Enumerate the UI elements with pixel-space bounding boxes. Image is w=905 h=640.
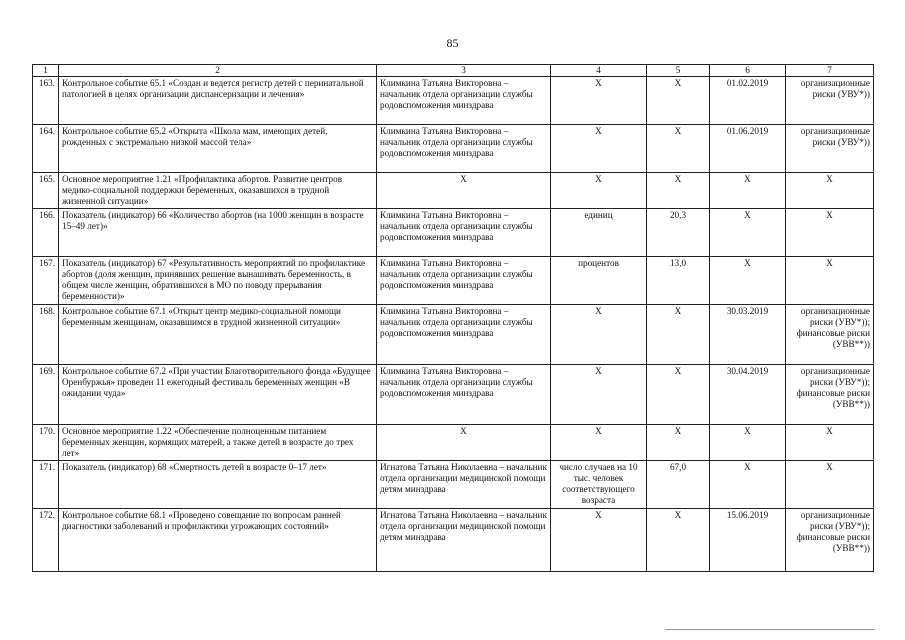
row-date: X — [710, 209, 786, 257]
row-responsible: Климкина Татьяна Викторовна – начальник отдела организации службы родовспоможения минздрава — [377, 77, 551, 125]
row-responsible: Климкина Татьяна Викторовна – начальник отдела организации службы родовспоможения минздрава — [377, 305, 551, 365]
row-risk: X — [786, 257, 874, 305]
row-value: X — [647, 77, 710, 125]
table-row — [33, 425, 874, 461]
row-date: 01.02.2019 — [710, 77, 786, 125]
table-row — [33, 305, 874, 365]
row-description: Контрольное событие 67.2 «При участии Благотворительного фонда «Будущее Оренбуржья» проведен 11 ежегодный фестиваль беременных женщин «В ожидании чуда» — [59, 365, 377, 425]
row-unit: X — [551, 365, 647, 425]
row-date: X — [710, 173, 786, 209]
column-header-5: 5 — [647, 65, 710, 77]
plan-table — [32, 64, 874, 572]
row-unit: X — [551, 305, 647, 365]
row-number: 168. — [33, 305, 59, 365]
row-number: 171. — [33, 461, 59, 509]
row-risk: X — [786, 209, 874, 257]
table-row — [33, 509, 874, 572]
row-number: 166. — [33, 209, 59, 257]
row-value: X — [647, 305, 710, 365]
row-responsible: Климкина Татьяна Викторовна – начальник отдела организации службы родовспоможения минздрава — [377, 209, 551, 257]
row-date: 01.06.2019 — [710, 125, 786, 173]
row-responsible: Климкина Татьяна Викторовна – начальник отдела организации службы родовспоможения минздрава — [377, 125, 551, 173]
row-risk: организационные риски (УВУ*)) — [786, 77, 874, 125]
row-value: X — [647, 173, 710, 209]
row-number: 165. — [33, 173, 59, 209]
column-header-7: 7 — [786, 65, 874, 77]
row-responsible: Климкина Татьяна Викторовна – начальник отдела организации службы родовспоможения минздрава — [377, 257, 551, 305]
table-row — [33, 257, 874, 305]
row-unit: X — [551, 125, 647, 173]
row-risk: организационные риски (УВУ*)); финансовые риски (УВВ**)) — [786, 365, 874, 425]
table-row — [33, 365, 874, 425]
row-value: 67,0 — [647, 461, 710, 509]
row-description: Контрольное событие 67.1 «Открыт центр медико-социальной помощи беременным женщинам, оказавшимся в трудной жизненной ситуации» — [59, 305, 377, 365]
row-unit: единиц — [551, 209, 647, 257]
row-date: 30.04.2019 — [710, 365, 786, 425]
row-unit: X — [551, 77, 647, 125]
row-unit: X — [551, 509, 647, 572]
table-row — [33, 125, 874, 173]
table-header — [33, 65, 874, 77]
row-description: Контрольное событие 65.2 «Открыта «Школа мам, имеющих детей, рожденных с экстремально низкой массой тела» — [59, 125, 377, 173]
row-number: 164. — [33, 125, 59, 173]
row-responsible: Игнатова Татьяна Николаевна – начальник отдела организации медицинской помощи детям минздрава — [377, 461, 551, 509]
row-value: X — [647, 365, 710, 425]
row-description: Контрольное событие 68.1 «Проведено совещание по вопросам ранней диагностики заболеваний и профилактики угрожающих состояний» — [59, 509, 377, 572]
row-date: 30.03.2019 — [710, 305, 786, 365]
column-header-6: 6 — [710, 65, 786, 77]
row-risk: X — [786, 173, 874, 209]
table-row — [33, 461, 874, 509]
row-unit: X — [551, 425, 647, 461]
row-risk: X — [786, 425, 874, 461]
row-value: X — [647, 125, 710, 173]
footer-divider — [665, 629, 875, 630]
row-value: 13,0 — [647, 257, 710, 305]
row-unit: число случаев на 10 тыс. человек соответствующего возраста — [551, 461, 647, 509]
row-number: 172. — [33, 509, 59, 572]
column-header-4: 4 — [551, 65, 647, 77]
header-row — [33, 65, 874, 77]
row-responsible: X — [377, 173, 551, 209]
row-responsible: Игнатова Татьяна Николаевна – начальник отдела организации медицинской помощи детям минздрава — [377, 509, 551, 572]
row-description: Основное мероприятие 1.21 «Профилактика абортов. Развитие центров медико-социальной поддержки беременных, оказавшихся в трудной жизненной ситуации» — [59, 173, 377, 209]
row-number: 167. — [33, 257, 59, 305]
column-header-3: 3 — [377, 65, 551, 77]
row-responsible: Климкина Татьяна Викторовна – начальник отдела организации службы родовспоможения минздрава — [377, 365, 551, 425]
row-number: 170. — [33, 425, 59, 461]
row-description: Показатель (индикатор) 68 «Смертность детей в возрасте 0–17 лет» — [59, 461, 377, 509]
row-value: X — [647, 425, 710, 461]
row-date: X — [710, 425, 786, 461]
row-risk: X — [786, 461, 874, 509]
row-unit: X — [551, 173, 647, 209]
table-row — [33, 209, 874, 257]
page-number: 85 — [446, 36, 459, 50]
row-description: Контрольное событие 65.1 «Создан и ведется регистр детей с перинатальной патологией в целях организации диспансеризации и лечения» — [59, 77, 377, 125]
column-header-1: 1 — [33, 65, 59, 77]
row-risk: организационные риски (УВУ*)); финансовые риски (УВВ**)) — [786, 509, 874, 572]
row-value: X — [647, 509, 710, 572]
row-number: 163. — [33, 77, 59, 125]
row-description: Основное мероприятие 1.22 «Обеспечение полноценным питанием беременных женщин, кормящих матерей, а также детей в возрасте до трех лет» — [59, 425, 377, 461]
table-row — [33, 77, 874, 125]
row-description: Показатель (индикатор) 66 «Количество абортов (на 1000 женщин в возрасте 15–49 лет)» — [59, 209, 377, 257]
row-date: 15.06.2019 — [710, 509, 786, 572]
row-value: 20,3 — [647, 209, 710, 257]
row-risk: организационные риски (УВУ*)); финансовые риски (УВВ**)) — [786, 305, 874, 365]
row-risk: организационные риски (УВУ*)) — [786, 125, 874, 173]
row-responsible: X — [377, 425, 551, 461]
table-row — [33, 173, 874, 209]
row-date: X — [710, 257, 786, 305]
row-number: 169. — [33, 365, 59, 425]
row-description: Показатель (индикатор) 67 «Результативность мероприятий по профилактике абортов (доля женщин, принявших решение вынашивать беременность, в общем числе женщин, обратившихся в МО по поводу прерывания беременности)» — [59, 257, 377, 305]
row-unit: процентов — [551, 257, 647, 305]
row-date: X — [710, 461, 786, 509]
table-body — [33, 77, 874, 572]
column-header-2: 2 — [59, 65, 377, 77]
